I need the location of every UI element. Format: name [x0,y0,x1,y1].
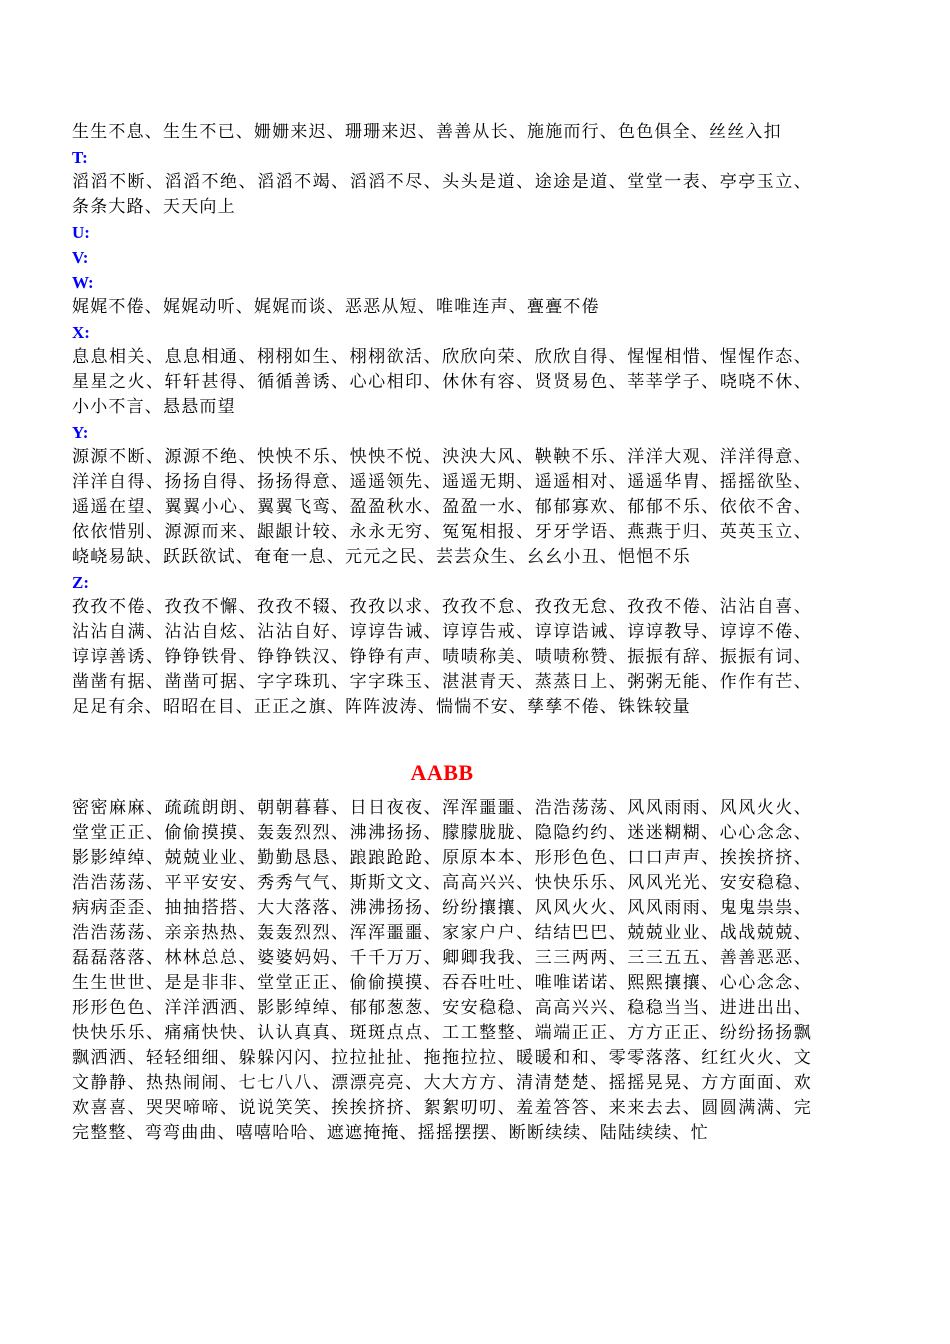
section-heading-aabb: AABB [410,760,474,785]
letter-heading-v: V: [72,248,89,267]
letter-heading-y: Y: [72,423,89,442]
document-page [72,120,812,1146]
idiom-list-y: 源源不断、源源不绝、怏怏不乐、怏怏不悦、泱泱大风、鞅鞅不乐、洋洋大观、洋洋得意、洋洋自得、扬扬自得、扬扬得意、遥遥领先、遥遥无期、遥遥相对、遥遥华胄、摇摇欲坠、遥遥在望、翼翼小心、翼翼飞鸾、盈盈秋水、盈盈一水、郁郁寡欢、郁郁不乐、依依不舍、依依惜别、源源而来、龈龈计较、永永无穷、冤冤相报、牙牙学语、燕燕于归、英英玉立、峣峣易缺、跃跃欲试、奄奄一息、元元之民、芸芸众生、幺幺小丑、悒悒不乐 [72,447,812,567]
idiom-list-s-continued: 生生不息、生生不已、姗姗来迟、珊珊来迟、善善从长、施施而行、色色俱全、丝丝入扣 [72,122,782,142]
letter-heading-w: W: [72,273,94,292]
letter-heading-z: Z: [72,573,89,592]
idiom-list-x: 息息相关、息息相通、栩栩如生、栩栩欲活、欣欣向荣、欣欣自得、惺惺相惜、惺惺作态、星星之火、轩轩甚得、循循善诱、心心相印、休休有容、贤贤易色、莘莘学子、哓哓不休、小小不言、悬悬而望 [72,347,812,417]
letter-heading-t: T: [72,148,88,167]
letter-heading-x: X: [72,323,90,342]
idiom-list-w: 娓娓不倦、娓娓动听、娓娓而谈、恶恶从短、唯唯连声、亹亹不倦 [72,297,600,317]
idiom-list-t: 滔滔不断、滔滔不绝、滔滔不竭、滔滔不尽、头头是道、途途是道、堂堂一表、亭亭玉立、条条大路、天天向上 [72,172,812,217]
idiom-list-z: 孜孜不倦、孜孜不懈、孜孜不辍、孜孜以求、孜孜不怠、孜孜无怠、孜孜不倦、沾沾自喜、沾沾自满、沾沾自炫、沾沾自好、谆谆告诫、谆谆告戒、谆谆诰诫、谆谆教导、谆谆不倦、谆谆善诱、铮铮铁骨、铮铮铁汉、铮铮有声、啧啧称美、啧啧称赞、振振有辞、振振有词、凿凿有据、凿凿可据、字字珠玑、字字珠玉、湛湛青天、蒸蒸日上、粥粥无能、作作有芒、足足有余、昭昭在目、正正之旗、阵阵波涛、惴惴不安、孳孳不倦、铢铢较量 [72,597,812,717]
letter-heading-u: U: [72,223,90,242]
idiom-list-aabb: 密密麻麻、疏疏朗朗、朝朝暮暮、日日夜夜、浑浑噩噩、浩浩荡荡、风风雨雨、风风火火、堂堂正正、偷偷摸摸、轰轰烈烈、沸沸扬扬、朦朦胧胧、隐隐约约、迷迷糊糊、心心念念、影影绰绰、兢兢业业、勤勤恳恳、踉踉跄跄、原原本本、形形色色、口口声声、挨挨挤挤、浩浩荡荡、平平安安、秀秀气气、斯斯文文、高高兴兴、快快乐乐、风风光光、安安稳稳、病病歪歪、抽抽搭搭、大大落落、沸沸扬扬、纷纷攘攘、风风火火、风风雨雨、鬼鬼祟祟、浩浩荡荡、亲亲热热、轰轰烈烈、浑浑噩噩、家家户户、结结巴巴、兢兢业业、战战兢兢、磊磊落落、林林总总、婆婆妈妈、千千万万、卿卿我我、三三两两、三三五五、善善恶恶、生生世世、是是非非、堂堂正正、偷偷摸摸、吞吞吐吐、唯唯诺诺、熙熙攘攘、心心念念、形形色色、洋洋洒洒、影影绰绰、郁郁葱葱、安安稳稳、高高兴兴、稳稳当当、进进出出、快快乐乐、痛痛快快、认认真真、斑斑点点、工工整整、端端正正、方方正正、纷纷扬扬飘飘洒洒、轻轻细细、躲躲闪闪、拉拉扯扯、拖拖拉拉、暖暖和和、零零落落、红红火火、文文静静、热热闹闹、七七八八、漂漂亮亮、大大方方、清清楚楚、摇摇晃晃、方方面面、欢欢喜喜、哭哭啼啼、说说笑笑、挨挨挤挤、絮絮叨叨、羞羞答答、来来去去、圆圆满满、完完整整、弯弯曲曲、嘻嘻哈哈、遮遮掩掩、摇摇摆摆、断断续续、陆陆续续、忙 [72,798,812,1143]
